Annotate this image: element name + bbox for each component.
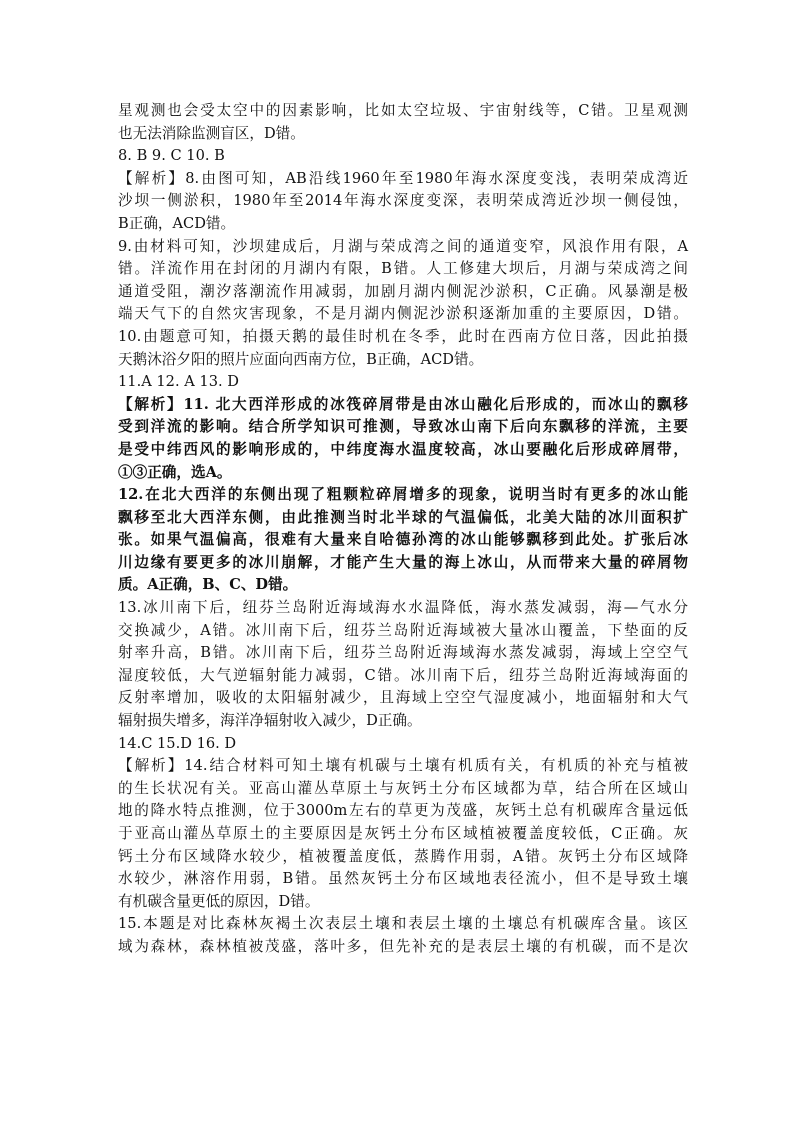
text-line: 星观测也会受太空中的因素影响，比如太空垃圾、宇宙射线等，C错。卫星观测 [118,102,688,119]
text-line: 是受中纬西风的影响形成的，中纬度海水温度较高，冰山要融化后形成碎屑带， [118,440,688,458]
text-line: 湿度较低，大气逆辐射能力减弱，C错。冰川南下后，纽芬兰岛附近海域海面的 [118,666,688,684]
text-line: 14.C 15.D 16. D [118,734,237,752]
text-line: 受到洋流的影响。结合所学知识可推测，导致冰山南下后向东飘移的洋流，主要 [118,418,688,436]
text-line: 反射率增加，吸收的太阳辐射减少，且海域上空空气湿度减小，地面辐射和大气 [118,689,688,707]
text-line: 飘移至北大西洋东侧，由此推测当时北半球的气温偏低，北美大陆的冰川面积扩 [118,508,688,526]
text-line: 域为森林，森林植被茂盛，落叶多，但先补充的是表层土壤的有机碳，而不是次 [118,937,688,955]
text-line: 11.A 12. A 13. D [118,373,239,391]
text-line: B正确，ACD错。 [118,214,236,232]
text-line: 13.冰川南下后，纽芬兰岛附近海域海水水温降低，海水蒸发减弱，海—气水分 [118,599,688,617]
text-line: 8. B 9. C 10. B [118,147,225,165]
text-line: 沙坝一侧淤积，1980年至2014年海水深度变深，表明荣成湾近沙坝一侧侵蚀， [118,192,688,210]
text-line: 有机碳含量更低的原因，D错。 [118,892,320,910]
text-line: 的生长状况有关。亚高山灌丛草原土与灰钙土分布区域都为草，结合所在区域山 [118,779,688,797]
text-line: ①③正确，选A。 [118,463,232,481]
text-line: 钙土分布区域降水较少，植被覆盖度低，蒸腾作用弱，A错。灰钙土分布区域降 [118,847,688,865]
text-line: 川边缘有要更多的冰川崩解，才能产生大量的海上冰山，从而带来大量的碎屑物 [118,553,688,571]
text-line: 【解析】8.由图可知，AB沿线1960年至1980年海水深度变浅，表明荣成湾近 [118,169,688,187]
text-line: 12.在北大西洋的东侧出现了粗颗粒碎屑增多的现象，说明当时有更多的冰山能 [118,486,688,504]
text-line: 10.由题意可知，拍摄天鹅的最佳时机在冬季，此时在西南方位日落，因此拍摄 [118,327,688,345]
text-line: 于亚高山灌丛草原土的主要原因是灰钙土分布区域植被覆盖度较低，C正确。灰 [118,825,688,842]
text-line: 也无法消除监测盲区，D错。 [118,124,305,142]
text-line: 地的降水特点推测，位于3000m左右的草更为茂盛，灰钙土总有机碳库含量远低 [118,802,688,820]
text-line: 9.由材料可知，沙坝建成后，月湖与荣成湾之间的通道变窄，风浪作用有限，A [118,237,688,255]
text-line: 辐射损失增多，海洋净辐射收入减少，D正确。 [118,712,422,730]
text-line: 水较少，淋溶作用弱，B错。虽然灰钙土分布区域地表径流小，但不是导致土壤 [118,870,688,888]
text-line: 张。如果气温偏高，很难有大量来自哈德孙湾的冰山能够飘移到此处。扩张后冰 [118,531,688,549]
text-line: 【解析】11. 北大西洋形成的冰筏碎屑带是由冰山融化后形成的，而冰山的飘移 [118,395,688,413]
text-line: 【解析】14.结合材料可知土壤有机碳与土壤有机质有关，有机质的补充与植被 [118,757,688,775]
text-line: 通道受阻，潮汐落潮流作用减弱，加剧月湖内侧泥沙淤积，C正确。风暴潮是极 [118,282,688,300]
text-line: 质。A正确，B、C、D错。 [118,576,298,594]
text-line: 15.本题是对比森林灰褐土次表层土壤和表层土壤的土壤总有机碳库含量。该区 [118,915,688,933]
text-line: 交换减少，A错。冰川南下后，纽芬兰岛附近海域被大量冰山覆盖，下垫面的反 [118,621,688,639]
text-line: 端天气下的自然灾害现象，不是月湖内侧泥沙淤积逐渐加重的主要原因，D错。 [118,305,688,323]
text-line: 错。洋流作用在封闭的月湖内有限，B错。人工修建大坝后，月湖与荣成湾之间 [118,260,688,278]
answer-explanation-page [118,100,688,959]
text-line: 射率升高，B错。冰川南下后，纽芬兰岛附近海域海水蒸发减弱，海域上空空气 [118,644,688,662]
text-line: 天鹅沐浴夕阳的照片应面向西南方位，B正确，ACD错。 [118,350,484,368]
